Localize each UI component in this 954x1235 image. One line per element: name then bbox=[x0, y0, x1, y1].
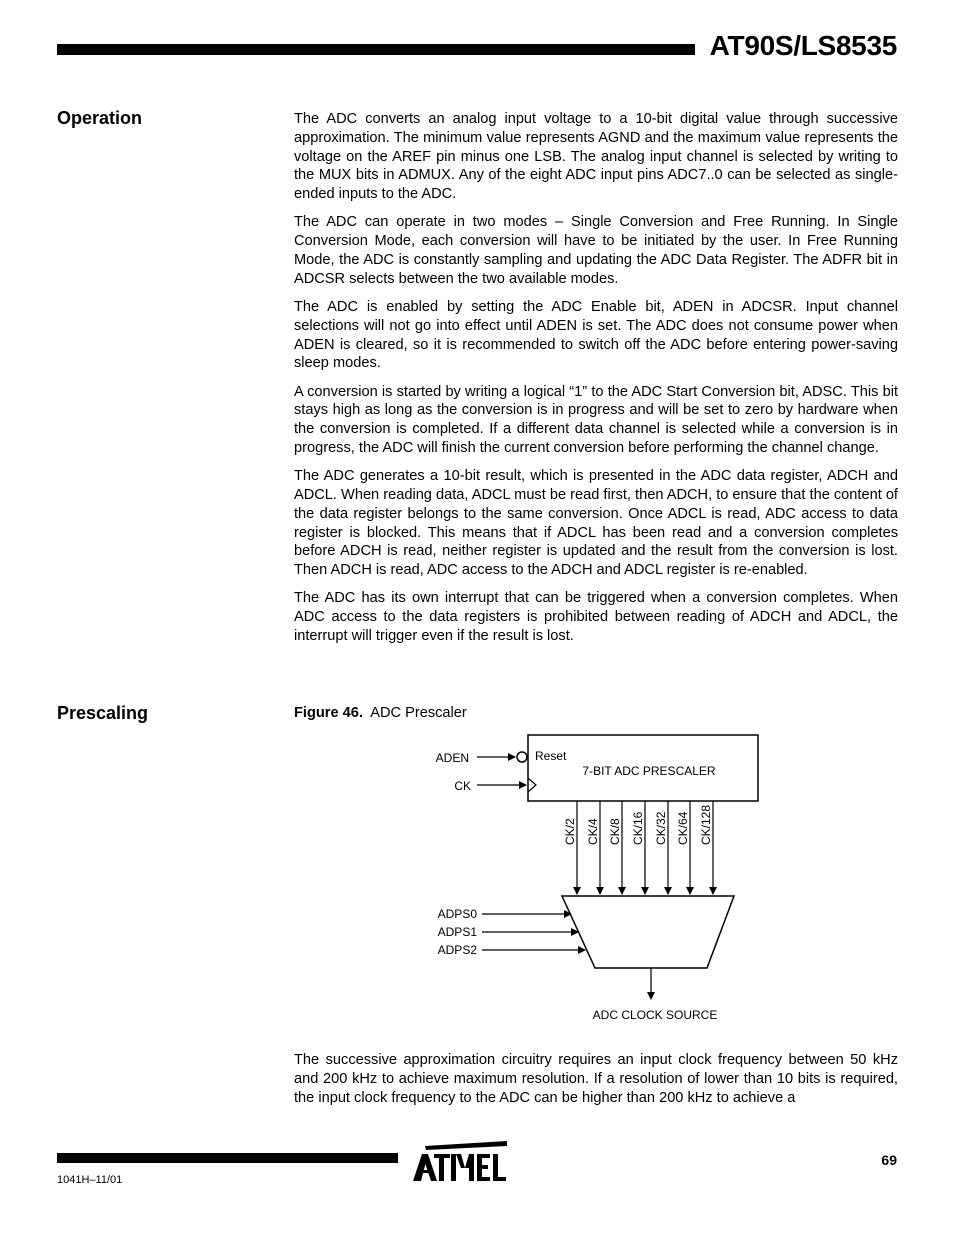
output-label-ck8: CK/8 bbox=[608, 818, 622, 845]
adps0-label: ADPS0 bbox=[437, 907, 477, 921]
paragraph: A conversion is started by writing a logical “1” to the ADC Start Conversion bit, ADSC. This bit stays high as long as the conversion is in progress and will be set to zero by hardware when the conversion is completed. If a different data channel is selected while a conversion is in progress, the ADC will finish the current conversion before performing the channel change. bbox=[294, 383, 898, 456]
prescaler-label: 7-BIT ADC PRESCALER bbox=[582, 764, 716, 778]
paragraph: The ADC converts an analog input voltage to a 10-bit digital value through successive approximation. The minimum value represents AGND and the maximum value represents the voltage on the AREF pin minus one LSB. The analog input channel is selected by writing to the MUX bits in ADMUX. Any of the eight ADC input pins ADC7..0 can be selected as single-ended inputs to the ADC. bbox=[294, 111, 898, 203]
prescaling-body bbox=[294, 1051, 898, 1117]
atmel-logo bbox=[411, 1137, 509, 1183]
aden-label: ADEN bbox=[435, 751, 469, 765]
page-number: 69 bbox=[881, 1152, 897, 1168]
paragraph: The ADC is enabled by setting the ADC Enable bit, ADEN in ADCSR. Input channel selections will not go into effect until ADEN is set. The ADC does not consume power when ADEN is cleared, so it is recommended to switch off the ADC before entering power-saving sleep modes. bbox=[294, 298, 898, 372]
document-code: 1041H–11/01 bbox=[57, 1174, 123, 1186]
figure-title: ADC Prescaler bbox=[370, 705, 467, 721]
output-label-ck64: CK/64 bbox=[676, 811, 690, 845]
paragraph: The ADC has its own interrupt that can be triggered when a conversion completes. When ADC access to the data registers is prohibited between reading of ADCH and ADCL, the interrupt will trigger even if the result is lost. bbox=[294, 590, 898, 644]
paragraph: The ADC generates a 10-bit result, which is presented in the ADC data register, ADCH and ADCL. When reading data, ADCL must be read first, then ADCH, to ensure that the content of the data register belongs to the same conversion. Once ADCL is read, ADC access to data register is blocked. This means that if ADCL has been read and a conversion completes before ADCH is read, neither register is updated and the result from the conversion is lost. Then ADCH is read, ADC access to the ADCH and ADCL register is re-enabled. bbox=[294, 468, 898, 579]
select-inputs bbox=[438, 907, 585, 957]
document-title: AT90S/LS8535 bbox=[709, 30, 897, 61]
footer-rule bbox=[57, 1153, 398, 1163]
prescaler-outputs bbox=[563, 801, 713, 894]
output-label-ck16: CK/16 bbox=[631, 811, 645, 845]
clock-source-label: ADC CLOCK SOURCE bbox=[592, 1008, 718, 1022]
reset-inversion-bubble bbox=[517, 752, 527, 762]
adps1-label: ADPS1 bbox=[437, 925, 477, 939]
clock-edge-indicator bbox=[528, 778, 536, 792]
adps2-label: ADPS2 bbox=[437, 943, 477, 957]
section-heading-operation: Operation bbox=[57, 108, 143, 128]
output-label-ck32: CK/32 bbox=[654, 811, 668, 845]
figure-number: Figure 46. bbox=[294, 705, 363, 721]
paragraph: The ADC can operate in two modes – Single Conversion and Free Running. In Single Conversion Mode, each conversion will have to be initiated by the user. In Free Running Mode, the ADC is constantly sampling and updating the ADC Data Register. The ADFR bit in ADCSR selects between the two available modes. bbox=[294, 214, 898, 287]
clock-multiplexer bbox=[562, 896, 734, 968]
output-label-ck2: CK/2 bbox=[563, 818, 577, 845]
output-label-ck128: CK/128 bbox=[699, 804, 713, 845]
ck-label: CK bbox=[454, 779, 471, 793]
reset-label: Reset bbox=[535, 749, 567, 763]
section-heading-prescaling: Prescaling bbox=[57, 703, 149, 723]
paragraph: The successive approximation circuitry requires an input clock frequency between 50 kHz and 200 kHz to achieve maximum resolution. If a resolution of lower than 10 bits is required, the input clock frequency to the ADC can be higher than 200 kHz to achieve a bbox=[294, 1052, 898, 1106]
output-label-ck4: CK/4 bbox=[586, 818, 600, 845]
